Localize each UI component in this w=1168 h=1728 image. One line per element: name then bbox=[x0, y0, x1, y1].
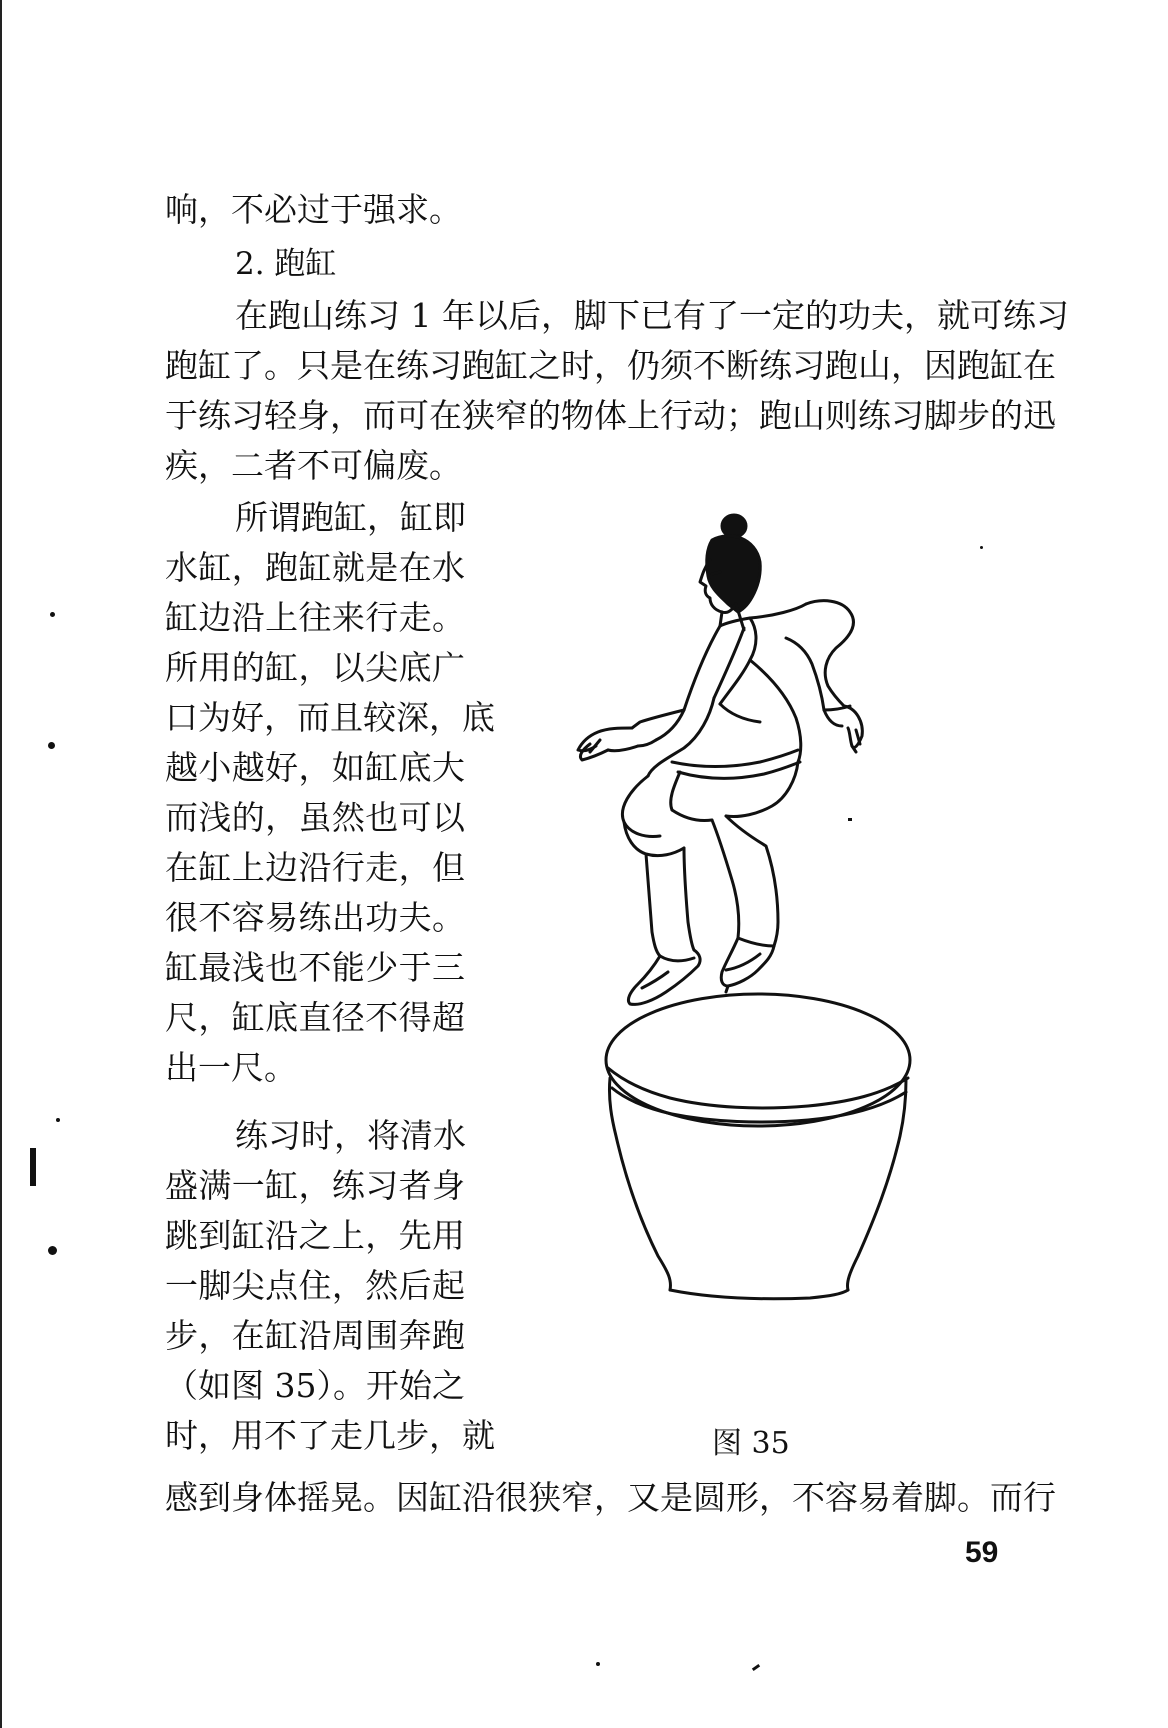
page-number: 59 bbox=[965, 1536, 999, 1569]
column-text-line: 所谓跑缸，缸即 bbox=[235, 498, 466, 537]
column-text-line: （如图 35）。开始之 bbox=[165, 1366, 465, 1405]
column-text-line: 缸边沿上往来行走。 bbox=[165, 598, 465, 637]
section-heading: 2. 跑缸 bbox=[235, 246, 337, 282]
column-text-line: 步，在缸沿周围奔跑 bbox=[165, 1316, 465, 1355]
column-text-line: 口为好，而且较深，底 bbox=[165, 698, 495, 737]
column-text-line: 一脚尖点住，然后起 bbox=[165, 1266, 465, 1305]
scan-speck bbox=[30, 1148, 36, 1186]
figure-caption: 图 35 bbox=[712, 1426, 790, 1461]
column-text-line: 水缸，跑缸就是在水 bbox=[165, 548, 465, 587]
scan-speck bbox=[848, 818, 852, 821]
column-text-line: 出一尺。 bbox=[165, 1048, 297, 1087]
scan-speck bbox=[980, 546, 983, 549]
text-line: 响，不必过于强求。 bbox=[165, 190, 462, 229]
column-text-line: 跳到缸沿之上，先用 bbox=[165, 1216, 465, 1255]
scan-speck bbox=[50, 612, 55, 617]
page-edge bbox=[0, 0, 2, 1728]
column-text-line: 很不容易练出功夫。 bbox=[165, 898, 465, 937]
text-line: 跑缸了。只是在练习跑缸之时，仍须不断练习跑山，因跑缸在 bbox=[165, 346, 1056, 385]
column-text-line: 越小越好，如缸底大 bbox=[165, 748, 465, 787]
column-text-line: 盛满一缸，练习者身 bbox=[165, 1166, 465, 1205]
column-text-line: 在缸上边沿行走，但 bbox=[165, 848, 465, 887]
column-text-line: 所用的缸，以尖底广 bbox=[165, 648, 465, 687]
figure-35-illustration bbox=[560, 500, 980, 1380]
column-text-line: 时，用不了走几步，就 bbox=[165, 1416, 495, 1455]
text-line: 疾，二者不可偏废。 bbox=[165, 446, 462, 485]
column-text-line: 缸最浅也不能少于三 bbox=[165, 948, 465, 987]
column-text-line: 尺，缸底直径不得超 bbox=[165, 998, 465, 1037]
scan-speck bbox=[48, 742, 55, 749]
text-line: 于练习轻身，而可在狭窄的物体上行动；跑山则练习脚步的迅 bbox=[165, 396, 1056, 435]
column-text-line: 练习时，将清水 bbox=[235, 1116, 466, 1155]
column-text-line: 而浅的，虽然也可以 bbox=[165, 798, 465, 837]
scan-speck bbox=[56, 1118, 60, 1122]
scan-speck bbox=[596, 1662, 600, 1666]
scan-speck bbox=[48, 1246, 57, 1255]
scan-speck bbox=[752, 1664, 760, 1671]
text-line: 感到身体摇晃。因缸沿很狭窄，又是圆形，不容易着脚。而行 bbox=[165, 1478, 1056, 1517]
text-line: 在跑山练习 1 年以后，脚下已有了一定的功夫，就可练习 bbox=[235, 296, 1069, 335]
